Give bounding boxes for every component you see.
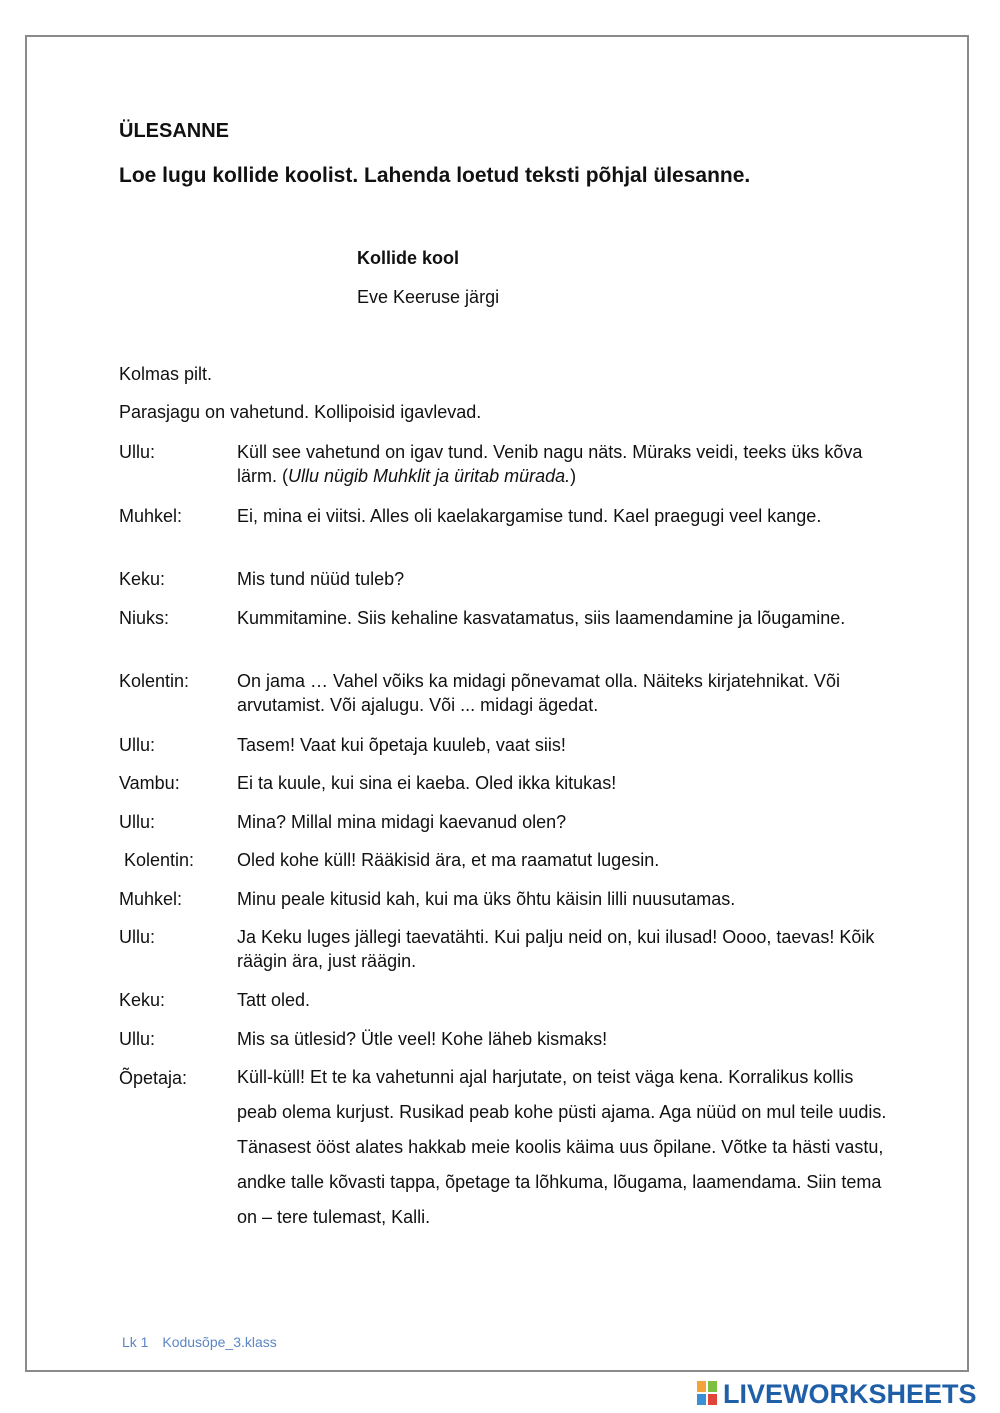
dialogue-line: Tasem! Vaat kui õpetaja kuuleb, vaat siis! bbox=[237, 735, 566, 755]
logo-mark-icon bbox=[697, 1381, 719, 1407]
dialogue-line: Ei, mina ei viitsi. Alles oli kaelakargamise tund. Kael praegugi veel kange. bbox=[237, 506, 822, 526]
scene-label: Kolmas pilt. bbox=[119, 364, 213, 384]
speaker-label: Ullu: bbox=[119, 1029, 156, 1049]
dialogue-line: On jama … Vahel võiks ka midagi põnevamat olla. Näiteks kirjatehnikat. Või arvutamist. Või ajalugu. Või ... midagi ägedat. bbox=[237, 671, 840, 715]
dialogue-line: Mis tund nüüd tuleb? bbox=[237, 569, 405, 589]
story-title: Kollide kool bbox=[357, 248, 460, 268]
speaker-label: Ullu: bbox=[119, 812, 156, 832]
speaker-label: Niuks: bbox=[119, 608, 170, 628]
page-footer bbox=[122, 1334, 287, 1350]
liveworksheets-logo bbox=[697, 1378, 977, 1410]
scene-description: Parasjagu on vahetund. Kollipoisid igavlevad. bbox=[119, 402, 482, 422]
dialogue-line: Mina? Millal mina midagi kaevanud olen? bbox=[237, 812, 567, 832]
dialogue-line: Küll see vahetund on igav tund. Venib nagu näts. Müraks veidi, teeks üks kõva lärm. (Ullu nügib Muhklit ja üritab mürada.) bbox=[237, 442, 863, 486]
dialogue-line: Mis sa ütlesid? Ütle veel! Kohe läheb kismaks! bbox=[237, 1029, 608, 1049]
dialogue-line: Ei ta kuule, kui sina ei kaeba. Oled ikka kitukas! bbox=[237, 773, 617, 793]
dialogue-line: Küll-küll! Et te ka vahetunni ajal harjutate, on teist väga kena. Korralikus kollis peab olema kurjust. Rusikad peab kohe püsti ajama. Aga nüüd on mul teile uudis. Tänasest ööst alates hakkab meie koolis käima uus õpilane. Võtke ta hästi vastu, andke talle kõvasti tappa, õpetage ta lõhkuma, lõugama, laamendama. Siin tema on – tere tulemast, Kalli. bbox=[237, 1067, 887, 1227]
speaker-label: Keku: bbox=[119, 569, 166, 589]
story-author: Eve Keeruse järgi bbox=[357, 287, 500, 307]
dialogue-line: Tatt oled. bbox=[237, 990, 311, 1010]
logo-text: LIVEWORKSHEETS bbox=[723, 1378, 977, 1409]
speaker-label: Ullu: bbox=[119, 735, 156, 755]
stage-direction: Ullu nügib Muhklit ja üritab mürada. bbox=[288, 466, 571, 486]
speaker-label: Ullu: bbox=[119, 442, 156, 462]
speaker-label: Kolentin: bbox=[119, 850, 195, 870]
speaker-label: Muhkel: bbox=[119, 506, 183, 526]
page-heading: ÜLESANNE bbox=[119, 120, 230, 142]
course-label: Kodusõpe_3.klass bbox=[162, 1334, 277, 1350]
dialogue-line: Kummitamine. Siis kehaline kasvatamatus, siis laamendamine ja lõugamine. bbox=[237, 608, 846, 628]
speaker-label: Muhkel: bbox=[119, 889, 183, 909]
speaker-label: Vambu: bbox=[119, 773, 180, 793]
dialogue-line: Oled kohe küll! Rääkisid ära, et ma raamatut lugesin. bbox=[237, 850, 660, 870]
page-number: Lk 1 bbox=[122, 1334, 149, 1350]
speaker-label: Keku: bbox=[119, 990, 166, 1010]
speaker-label: Ullu: bbox=[119, 927, 156, 947]
speaker-label: Kolentin: bbox=[119, 671, 190, 691]
dialogue-line: Ja Keku luges jällegi taevatähti. Kui palju neid on, kui ilusad! Oooo, taevas! Kõik räägin ära, just räägin. bbox=[237, 927, 875, 971]
speaker-label: Õpetaja: bbox=[119, 1068, 188, 1088]
dialogue-line: Minu peale kitusid kah, kui ma üks õhtu käisin lilli nuusutamas. bbox=[237, 889, 736, 909]
instruction-text: Loe lugu kollide koolist. Lahenda loetud teksti põhjal ülesanne. bbox=[119, 164, 751, 187]
